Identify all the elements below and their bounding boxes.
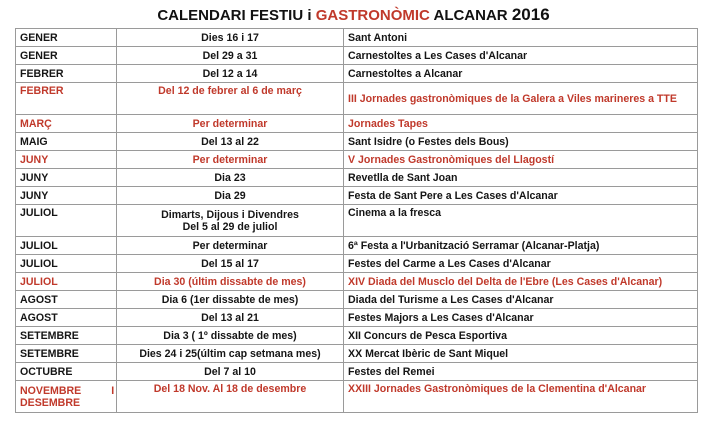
table-row — [16, 151, 698, 169]
month-line-1: NOVEMBRE — [20, 384, 82, 397]
month-cell: JUNY — [16, 151, 117, 169]
month-cell: FEBRER — [16, 83, 117, 115]
month-cell: JULIOL — [16, 205, 117, 237]
date-cell: Dia 3 ( 1º dissabte de mes) — [117, 327, 344, 345]
month-cell: JUNY — [16, 187, 117, 205]
date-cell: Per determinar — [117, 151, 344, 169]
event-cell: XII Concurs de Pesca Esportiva — [344, 327, 698, 345]
table-row — [16, 83, 698, 115]
month-cell: JULIOL — [16, 273, 117, 291]
date-cell: Per determinar — [117, 237, 344, 255]
month-cell — [16, 381, 117, 413]
date-cell: Per determinar — [117, 115, 344, 133]
event-cell: XIV Diada del Musclo del Delta de l'Ebre (Les Cases d'Alcanar) — [344, 273, 698, 291]
table-row — [16, 291, 698, 309]
month-cell: JUNY — [16, 169, 117, 187]
date-cell: Del 7 al 10 — [117, 363, 344, 381]
page-title — [0, 5, 707, 25]
date-cell: Dia 23 — [117, 169, 344, 187]
table-row — [16, 29, 698, 47]
month-cell: AGOST — [16, 291, 117, 309]
month-cell: SETEMBRE — [16, 327, 117, 345]
month-cell: OCTUBRE — [16, 363, 117, 381]
event-cell: Sant Antoni — [344, 29, 698, 47]
date-cell: Del 15 al 17 — [117, 255, 344, 273]
event-cell: Carnestoltes a Alcanar — [344, 65, 698, 83]
date-cell: Dies 24 i 25(últim cap setmana mes) — [117, 345, 344, 363]
table-row — [16, 345, 698, 363]
month-separator: I — [111, 384, 115, 397]
table-row — [16, 187, 698, 205]
title-prefix: CALENDARI FESTIU i — [157, 7, 312, 24]
event-cell: Festes del Remei — [344, 363, 698, 381]
month-cell: AGOST — [16, 309, 117, 327]
event-cell: XXIII Jornades Gastronòmiques de la Clementina d'Alcanar — [344, 381, 698, 413]
event-cell: III Jornades gastronòmiques de la Galera a Viles marineres a TTE — [344, 83, 698, 115]
date-line-2: Del 5 al 29 de juliol — [182, 220, 278, 233]
table-row — [16, 255, 698, 273]
month-cell: JULIOL — [16, 255, 117, 273]
month-line-2: DESEMBRE — [20, 396, 81, 409]
event-cell: Jornades Tapes — [344, 115, 698, 133]
event-cell: Revetlla de Sant Joan — [344, 169, 698, 187]
month-cell: SETEMBRE — [16, 345, 117, 363]
date-cell: Dia 29 — [117, 187, 344, 205]
table-row — [16, 309, 698, 327]
title-year: 2016 — [511, 5, 550, 24]
date-cell: Del 13 al 21 — [117, 309, 344, 327]
table-row — [16, 363, 698, 381]
event-cell: XX Mercat Ibèric de Sant Miquel — [344, 345, 698, 363]
table-row — [16, 381, 698, 413]
event-cell: Diada del Turisme a Les Cases d'Alcanar — [344, 291, 698, 309]
table-row — [16, 273, 698, 291]
month-cell: MAIG — [16, 133, 117, 151]
month-cell: JULIOL — [16, 237, 117, 255]
event-cell: V Jornades Gastronòmiques del Llagostí — [344, 151, 698, 169]
table-row — [16, 47, 698, 65]
event-cell: Cinema a la fresca — [344, 205, 698, 237]
month-cell: FEBRER — [16, 65, 117, 83]
event-cell: 6ª Festa a l'Urbanització Serramar (Alcanar-Platja) — [344, 237, 698, 255]
calendar-table — [15, 28, 698, 413]
event-cell: Festa de Sant Pere a Les Cases d'Alcanar — [344, 187, 698, 205]
table-row — [16, 237, 698, 255]
month-cell: GENER — [16, 47, 117, 65]
table-row — [16, 205, 698, 237]
month-cell: MARÇ — [16, 115, 117, 133]
date-cell: Del 29 a 31 — [117, 47, 344, 65]
event-cell: Festes del Carme a Les Cases d'Alcanar — [344, 255, 698, 273]
event-cell: Sant Isidre (o Festes dels Bous) — [344, 133, 698, 151]
title-place: ALCANAR — [433, 7, 508, 24]
table-row — [16, 115, 698, 133]
date-cell — [117, 205, 344, 237]
date-cell: Dies 16 i 17 — [117, 29, 344, 47]
table-row — [16, 65, 698, 83]
date-cell: Dia 6 (1er dissabte de mes) — [117, 291, 344, 309]
table-row — [16, 327, 698, 345]
title-gastro: GASTRONÒMIC — [315, 7, 430, 24]
month-cell: GENER — [16, 29, 117, 47]
event-cell: Festes Majors a Les Cases d'Alcanar — [344, 309, 698, 327]
table-row — [16, 133, 698, 151]
date-cell: Dia 30 (últim dissabte de mes) — [117, 273, 344, 291]
table-row — [16, 169, 698, 187]
date-cell: Del 12 de febrer al 6 de març — [117, 83, 344, 115]
event-cell: Carnestoltes a Les Cases d'Alcanar — [344, 47, 698, 65]
date-line-1: Dimarts, Dijous i Divendres — [161, 208, 299, 221]
date-cell: Del 13 al 22 — [117, 133, 344, 151]
date-cell: Del 12 a 14 — [117, 65, 344, 83]
date-cell: Del 18 Nov. Al 18 de desembre — [117, 381, 344, 413]
